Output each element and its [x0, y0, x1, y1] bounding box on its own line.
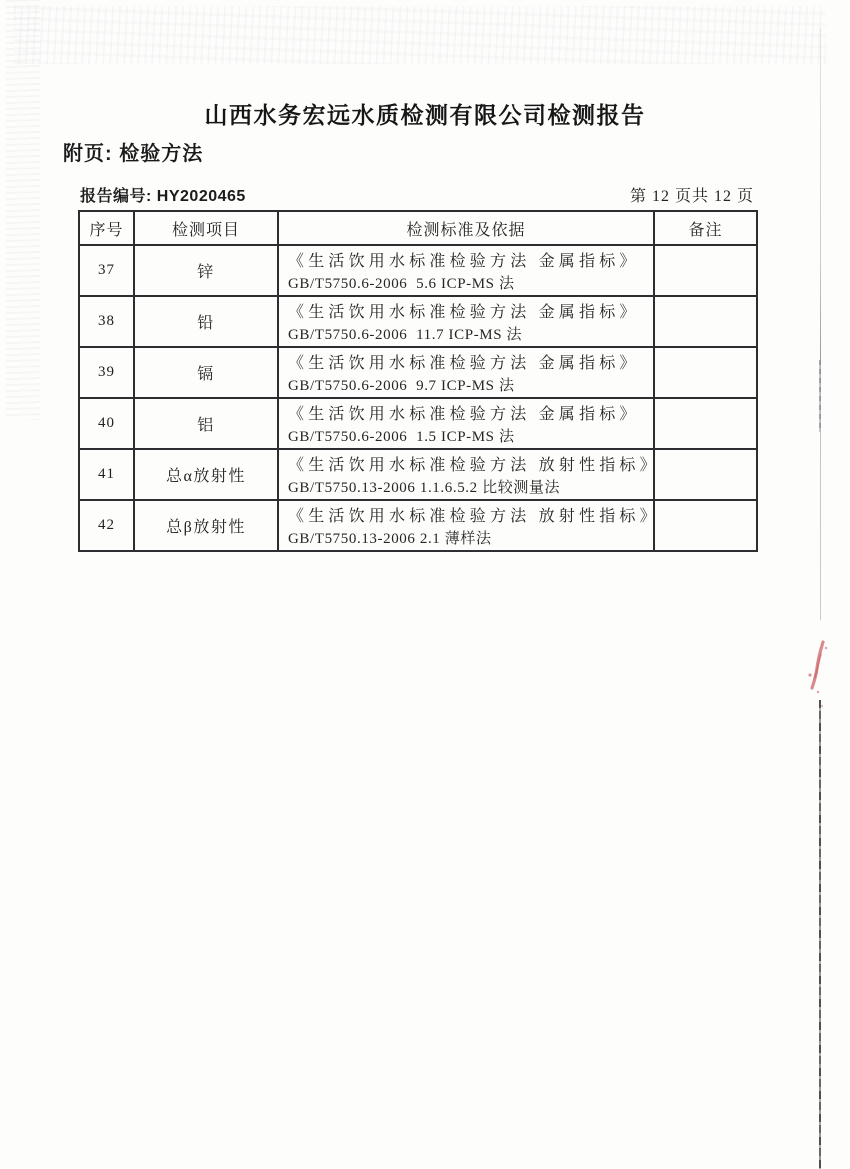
- report-number: [80, 183, 246, 206]
- standard-code: GB/T5750.6-2006 1.5 ICP-MS 法: [288, 429, 515, 445]
- standard-title: 《生活饮用水标准检验方法 金属指标》: [288, 253, 640, 270]
- cell-seq: 40: [79, 398, 134, 449]
- standard-title: 《生活饮用水标准检验方法 金属指标》: [288, 304, 640, 321]
- cell-standard: [278, 245, 654, 296]
- cell-note: [654, 296, 757, 347]
- cell-standard: [278, 347, 654, 398]
- cell-standard: [278, 500, 660, 551]
- scan-noise-left: [6, 0, 40, 420]
- cell-seq: 38: [79, 296, 134, 347]
- table-row: [79, 296, 757, 347]
- report-title: 山西水务宏远水质检测有限公司检测报告: [204, 102, 646, 128]
- cell-standard: [278, 398, 654, 449]
- scan-noise-top: [14, 6, 826, 64]
- cell-standard: [278, 296, 654, 347]
- cell-note: [654, 245, 757, 296]
- cell-item: 镉: [134, 347, 278, 398]
- cell-note: [654, 500, 757, 551]
- page-indicator: 第 12 页共 12 页: [629, 188, 754, 205]
- cell-seq: 37: [79, 245, 134, 296]
- cell-item: 锌: [134, 245, 278, 296]
- cell-seq: 41: [79, 449, 134, 500]
- report-number-label: 报告编号:: [80, 188, 152, 205]
- cell-note: [654, 347, 757, 398]
- page-edge-line-lower: [819, 700, 821, 1169]
- page-edge-line-mid: [819, 360, 821, 432]
- table-row: [79, 347, 757, 398]
- header-note: 备注: [654, 211, 757, 245]
- header-item: 检测项目: [134, 211, 278, 245]
- standard-code: GB/T5750.13-2006 1.1.6.5.2 比较测量法: [288, 480, 561, 496]
- cell-note: [654, 449, 757, 500]
- table-row: [79, 500, 757, 551]
- standard-title: 《生活饮用水标准检验方法 放射性指标》: [288, 457, 660, 474]
- cell-item: 铅: [134, 296, 278, 347]
- cell-standard: [278, 449, 660, 500]
- table-header-row: [79, 211, 757, 245]
- report-number-value: HY2020465: [156, 188, 246, 205]
- header-seq: 序号: [79, 211, 134, 245]
- cell-item: 总α放射性: [134, 449, 278, 500]
- standard-title: 《生活饮用水标准检验方法 金属指标》: [288, 406, 640, 423]
- test-method-table: [78, 210, 758, 552]
- standard-title: 《生活饮用水标准检验方法 放射性指标》: [288, 508, 660, 525]
- red-pen-smudge: [793, 632, 837, 718]
- standard-code: GB/T5750.6-2006 11.7 ICP-MS 法: [288, 327, 523, 343]
- table-row: [79, 449, 757, 500]
- table-row: [79, 245, 757, 296]
- standard-code: GB/T5750.6-2006 9.7 ICP-MS 法: [288, 378, 515, 394]
- table-row: [79, 398, 757, 449]
- cell-seq: 42: [79, 500, 134, 551]
- attachment-subtitle: 附页: 检验方法: [63, 143, 204, 165]
- meta-row: [80, 183, 754, 206]
- cell-item: 铝: [134, 398, 278, 449]
- cell-note: [654, 398, 757, 449]
- cell-seq: 39: [79, 347, 134, 398]
- header-standard: 检测标准及依据: [278, 211, 654, 245]
- cell-item: 总β放射性: [134, 500, 278, 551]
- standard-title: 《生活饮用水标准检验方法 金属指标》: [288, 355, 640, 372]
- standard-code: GB/T5750.6-2006 5.6 ICP-MS 法: [288, 276, 515, 292]
- standard-code: GB/T5750.13-2006 2.1 薄样法: [288, 531, 492, 547]
